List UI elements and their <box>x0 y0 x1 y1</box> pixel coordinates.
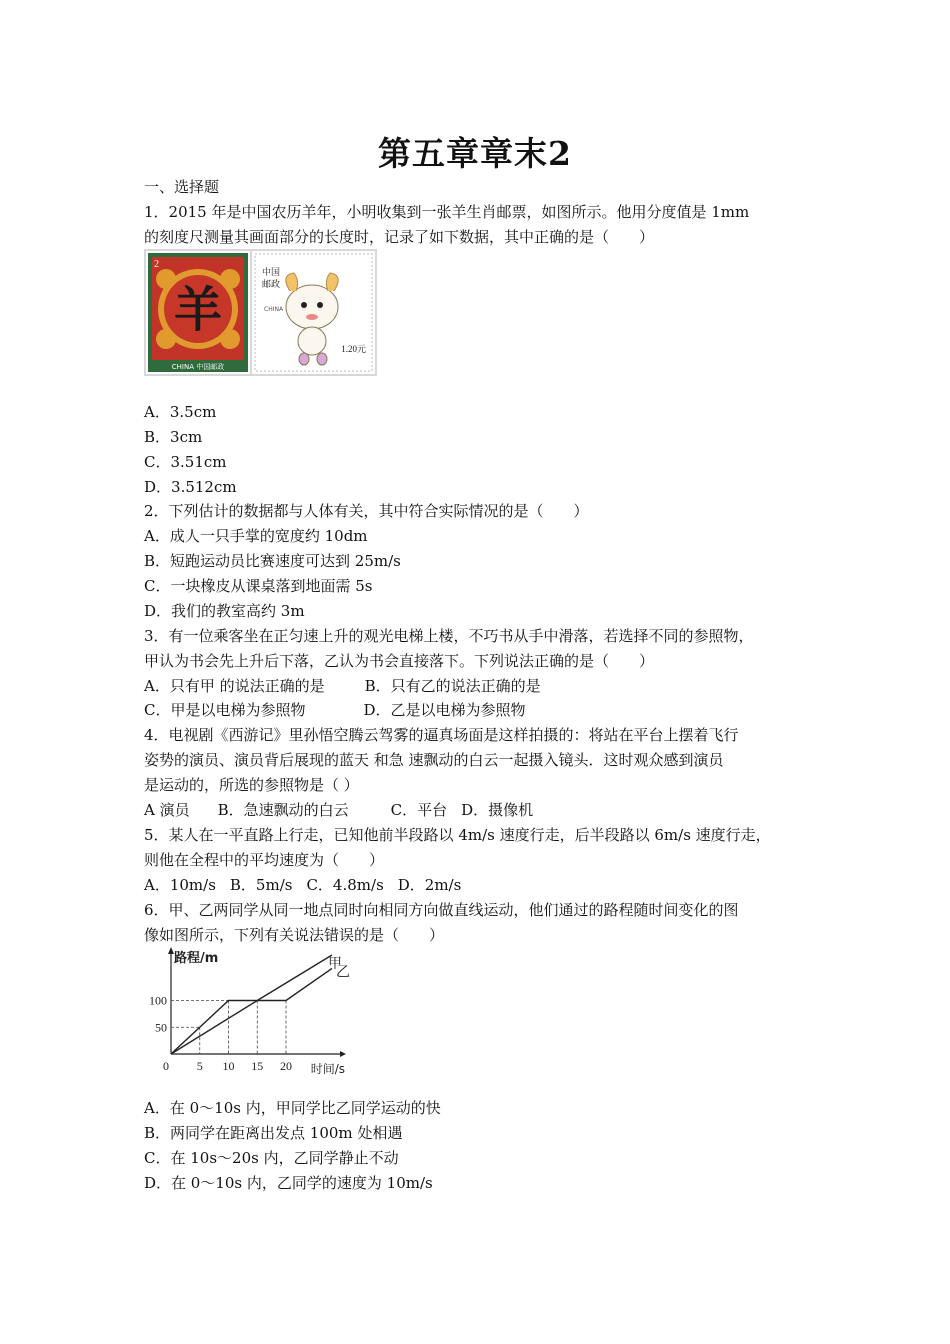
q3-option-a: A．只有甲 的说法正确的是 <box>144 677 325 695</box>
q4-text-line-3: 是运动的，所选的参照物是（ ） <box>144 776 359 794</box>
q6-text-line-1: 6．甲、乙两同学从同一地点同时向相同方向做直线运动，他们通过的路程随时间变化的图 <box>144 901 739 919</box>
stamp-sheep-character: 羊 <box>173 282 223 338</box>
q1-option-d: D．3.512cm <box>144 478 237 496</box>
y-tick-label: 50 <box>155 1020 167 1035</box>
q3-option-b: B．只有乙的说法正确的是 <box>364 677 541 695</box>
series-label-yi: 乙 <box>336 964 350 981</box>
q4-option-d: D．摄像机 <box>461 801 534 819</box>
x-tick-label: 20 <box>280 1059 292 1073</box>
series-line-0 <box>171 955 332 1054</box>
stamp-left-value: 2 <box>154 259 159 270</box>
q6-option-a: A．在 0～10s 内，甲同学比乙同学运动的快 <box>144 1099 441 1117</box>
q2-option-d: D．我们的教室高约 3m <box>144 602 305 620</box>
section-heading: 一、选择题 <box>144 178 220 196</box>
q5-text-line-1: 5．某人在一平直路上行走，已知他前半段路以 4m/s 速度行走，后半段路以 6m/s 速度行走， <box>144 826 771 844</box>
x-tick-label: 5 <box>196 1059 203 1073</box>
q1-option-c: C．3.51cm <box>144 453 227 471</box>
q2-option-a: A．成人一只手掌的宽度约 10dm <box>144 527 368 545</box>
q4-text-line-1: 4．电视剧《西游记》里孙悟空腾云驾雾的逼真场面是这样拍摄的：将站在平台上摆着飞行 <box>144 726 739 744</box>
q4-option-c: C．平台 <box>390 801 448 819</box>
x-tick-label: 10 <box>222 1059 235 1073</box>
q3-options-row-1 <box>144 676 541 696</box>
q5-option-c: C．4.8m/s <box>306 876 384 894</box>
q3-text-line-1: 3．有一位乘客坐在正匀速上升的观光电梯上楼，不巧书从手中滑落，若选择不同的参照物， <box>144 627 754 645</box>
x-tick-label: 0 <box>163 1059 169 1073</box>
stamp-right-value: 1.20元 <box>341 344 366 354</box>
q4-option-b: B．急速飘动的白云 <box>217 801 349 819</box>
q5-option-b: B．5m/s <box>229 876 293 894</box>
stamp-right-brand: 中国邮政 <box>262 268 281 290</box>
q1-text-line-1: 1．2015 年是中国农历羊年，小明收集到一张羊生肖邮票，如图所示。他用分度值是 1mm <box>144 203 750 221</box>
q3-option-c: C．甲是以电梯为参照物 <box>144 701 306 719</box>
q6-text-line-2: 像如图所示，下列有关说法错误的是（ ） <box>144 926 445 944</box>
page-title: 第五章章末2 <box>378 134 572 173</box>
stamp-right-brand-en: CHINA <box>264 306 284 313</box>
series-label-jia: 甲 <box>328 956 342 973</box>
q3-option-d: D．乙是以电梯为参照物 <box>363 701 526 719</box>
q5-options-row <box>144 875 461 895</box>
stamp-image <box>144 249 377 376</box>
q2-option-c: C．一块橡皮从课桌落到地面需 5s <box>144 577 373 595</box>
q2-text-line-1: 2．下列估计的数据都与人体有关，其中符合实际情况的是（ ） <box>144 502 589 520</box>
x-axis-arrow <box>340 1051 346 1057</box>
q4-option-a: A 演员 <box>144 801 190 819</box>
x-axis-title: 时间/s <box>310 1062 345 1076</box>
q5-text-line-2: 则他在全程中的平均速度为（ ） <box>144 851 385 869</box>
q6-option-b: B．两同学在距离出发点 100m 处相遇 <box>144 1124 403 1142</box>
q1-option-a: A．3.5cm <box>144 403 217 421</box>
q2-option-b: B．短跑运动员比赛速度可达到 25m/s <box>144 552 401 570</box>
q3-text-line-2: 甲认为书会先上升后下落，乙认为书会直接落下。下列说法正确的是（ ） <box>144 652 655 670</box>
q5-option-a: A．10m/s <box>144 876 216 894</box>
q6-option-d: D．在 0～10s 内，乙同学的速度为 10m/s <box>144 1174 433 1192</box>
series-line-1 <box>171 968 332 1054</box>
y-axis-title: 路程/m <box>174 951 219 966</box>
q6-option-c: C．在 10s～20s 内，乙同学静止不动 <box>144 1149 399 1167</box>
x-tick-label: 15 <box>251 1059 264 1073</box>
stamp-left-caption: CHINA 中国邮政 <box>171 363 225 371</box>
q3-options-row-2 <box>144 700 526 720</box>
y-tick-label: 100 <box>149 993 167 1008</box>
distance-time-graph <box>144 946 350 1076</box>
q1-text-line-2: 的刻度尺测量其画面部分的长度时，记录了如下数据，其中正确的是（ ） <box>144 228 655 246</box>
q1-option-b: B．3cm <box>144 428 203 446</box>
q5-option-d: D．2m/s <box>397 876 462 894</box>
q4-options-row <box>144 800 533 820</box>
q4-text-line-2: 姿势的演员、演员背后展现的蓝天 和急 速飘动的白云一起摄入镜头．这时观众感到演员 <box>144 751 724 769</box>
